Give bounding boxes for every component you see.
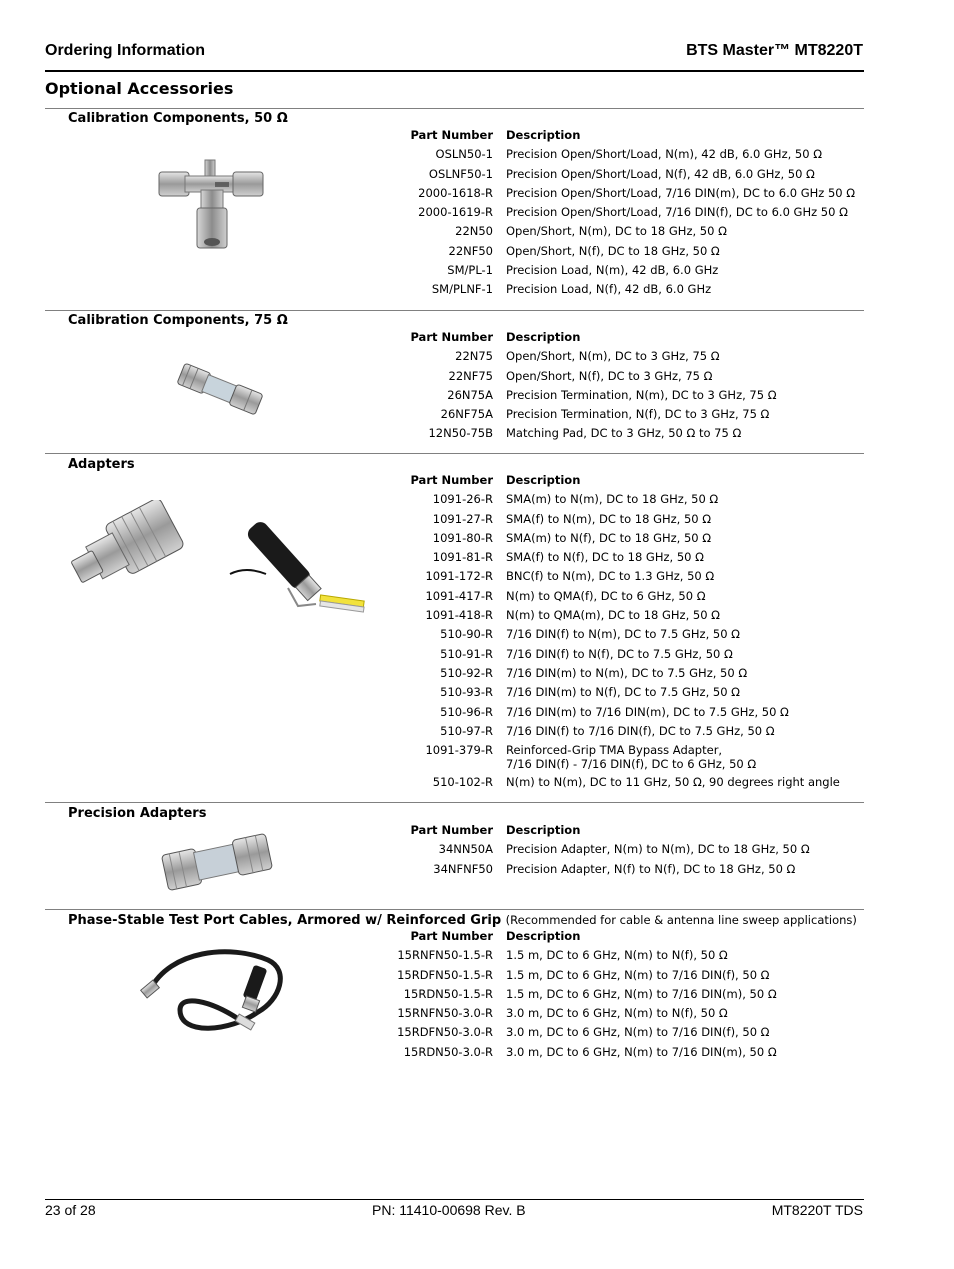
part-description: Precision Open/Short/Load, N(m), 42 dB, 6.0 GHz, 50 Ω bbox=[506, 147, 822, 162]
table-row bbox=[380, 426, 864, 445]
part-description: 7/16 DIN(f) to N(m), DC to 7.5 GHz, 50 Ω bbox=[506, 627, 740, 642]
table-row bbox=[380, 775, 864, 794]
table-row bbox=[380, 608, 864, 627]
part-description: Precision Adapter, N(f) to N(f), DC to 18 GHz, 50 Ω bbox=[506, 861, 796, 876]
table-header-row bbox=[380, 330, 864, 349]
table-row bbox=[380, 205, 864, 224]
footer-page-number: 23 of 28 bbox=[45, 1202, 96, 1218]
table-row bbox=[380, 512, 864, 531]
part-number: 510-93-R bbox=[440, 685, 493, 700]
table-row bbox=[380, 968, 864, 987]
part-description: 7/16 DIN(f) to 7/16 DIN(f), DC to 7.5 GHz, 50 Ω bbox=[506, 723, 775, 738]
part-description: Precision Load, N(f), 42 dB, 6.0 GHz bbox=[506, 282, 712, 297]
table-row bbox=[380, 369, 864, 388]
part-number: 22NF50 bbox=[448, 243, 493, 258]
part-description: Matching Pad, DC to 3 GHz, 50 Ω to 75 Ω bbox=[506, 426, 742, 441]
parts-table-cal-75 bbox=[380, 330, 864, 446]
part-number: 26N75A bbox=[447, 387, 493, 402]
part-description: Open/Short, N(m), DC to 18 GHz, 50 Ω bbox=[506, 224, 727, 239]
part-number-header: Part Number bbox=[410, 128, 493, 142]
part-description: SMA(f) to N(m), DC to 18 GHz, 50 Ω bbox=[506, 511, 712, 526]
table-row bbox=[380, 685, 864, 704]
part-description: 3.0 m, DC to 6 GHz, N(m) to 7/16 DIN(f), 50 Ω bbox=[506, 1025, 770, 1040]
part-description: 3.0 m, DC to 6 GHz, N(m) to N(f), 50 Ω bbox=[506, 1006, 728, 1021]
part-number: SM/PL-1 bbox=[447, 263, 493, 278]
table-row bbox=[380, 1025, 864, 1044]
header-rule bbox=[45, 70, 864, 72]
part-number: 1091-27-R bbox=[432, 511, 493, 526]
table-row bbox=[380, 724, 864, 743]
part-description: 7/16 DIN(m) to 7/16 DIN(m), DC to 7.5 GHz, 50 Ω bbox=[506, 704, 789, 719]
part-number-header: Part Number bbox=[410, 330, 493, 344]
description-header: Description bbox=[506, 929, 581, 943]
table-row bbox=[380, 743, 864, 775]
precision-adapter-image bbox=[160, 830, 274, 894]
part-number: 26NF75A bbox=[440, 407, 493, 422]
part-description: Open/Short, N(m), DC to 3 GHz, 75 Ω bbox=[506, 349, 720, 364]
sma-to-n-adapter-image bbox=[66, 500, 188, 592]
table-row bbox=[380, 1006, 864, 1025]
section-divider bbox=[45, 310, 864, 311]
table-row bbox=[380, 589, 864, 608]
section-title-precision-adapters: Precision Adapters bbox=[68, 806, 207, 821]
table-row bbox=[380, 492, 864, 511]
part-description: N(m) to QMA(f), DC to 6 GHz, 50 Ω bbox=[506, 588, 706, 603]
part-number: 15RDN50-1.5-R bbox=[403, 986, 493, 1001]
part-number: 2000-1618-R bbox=[418, 185, 493, 200]
description-header: Description bbox=[506, 330, 581, 344]
table-header-row bbox=[380, 128, 864, 147]
table-row bbox=[380, 167, 864, 186]
part-description: Precision Open/Short/Load, N(f), 42 dB, 6.0 GHz, 50 Ω bbox=[506, 166, 815, 181]
part-number: 15RNFN50-3.0-R bbox=[397, 1006, 493, 1021]
part-number: 1091-81-R bbox=[432, 550, 493, 565]
section-title-adapters: Adapters bbox=[68, 457, 135, 472]
part-number: 22N75 bbox=[455, 349, 493, 364]
section-title-cal-50: Calibration Components, 50 Ω bbox=[68, 111, 288, 126]
header-section-title: Ordering Information bbox=[45, 42, 205, 59]
cable-section-name: Phase-Stable Test Port Cables, Armored w/ Reinforced Grip bbox=[68, 913, 502, 928]
table-header-row bbox=[380, 823, 864, 842]
table-row bbox=[380, 186, 864, 205]
table-row bbox=[380, 627, 864, 646]
table-row bbox=[380, 987, 864, 1006]
part-number: 15RDFN50-3.0-R bbox=[397, 1025, 493, 1040]
part-description: 7/16 DIN(m) to N(m), DC to 7.5 GHz, 50 Ω bbox=[506, 665, 748, 680]
table-row bbox=[380, 224, 864, 243]
part-number-header: Part Number bbox=[410, 473, 493, 487]
table-row bbox=[380, 842, 864, 861]
part-description: 7/16 DIN(f) to N(f), DC to 7.5 GHz, 50 Ω bbox=[506, 646, 733, 661]
header-product-name: BTS Master™ MT8220T bbox=[686, 42, 863, 59]
table-row bbox=[380, 388, 864, 407]
part-description: SMA(m) to N(m), DC to 18 GHz, 50 Ω bbox=[506, 492, 719, 507]
part-number-header: Part Number bbox=[410, 823, 493, 837]
part-description: Reinforced-Grip TMA Bypass Adapter, 7/16 DIN(f) - 7/16 DIN(f), DC to 6 GHz, 50 Ω bbox=[506, 743, 757, 772]
part-number: 1091-172-R bbox=[425, 569, 493, 584]
part-number: 510-91-R bbox=[440, 646, 493, 661]
page-title: Optional Accessories bbox=[45, 79, 234, 98]
part-number: 34NFNF50 bbox=[433, 861, 493, 876]
tma-bypass-adapter-image bbox=[226, 516, 368, 616]
part-number: 15RNFN50-1.5-R bbox=[397, 948, 493, 963]
osl-calibration-tee-image bbox=[155, 158, 267, 252]
table-row bbox=[380, 1045, 864, 1064]
part-number: 510-96-R bbox=[440, 704, 493, 719]
parts-table-cal-50 bbox=[380, 128, 864, 302]
test-port-cable-image bbox=[140, 940, 300, 1046]
part-number: 510-92-R bbox=[440, 665, 493, 680]
section-title-cal-75: Calibration Components, 75 Ω bbox=[68, 313, 288, 328]
part-description: Precision Open/Short/Load, 7/16 DIN(m), DC to 6.0 GHz 50 Ω bbox=[506, 185, 856, 200]
part-description: SMA(m) to N(f), DC to 18 GHz, 50 Ω bbox=[506, 530, 712, 545]
parts-table-cables bbox=[380, 929, 864, 1064]
section-title-cables bbox=[68, 913, 857, 928]
section-divider bbox=[45, 909, 864, 910]
section-divider bbox=[45, 108, 864, 109]
part-number: 12N50-75B bbox=[428, 426, 493, 441]
table-row bbox=[380, 705, 864, 724]
parts-table-precision-adapters bbox=[380, 823, 864, 881]
section-divider bbox=[45, 802, 864, 803]
table-row bbox=[380, 263, 864, 282]
table-row bbox=[380, 550, 864, 569]
table-row bbox=[380, 862, 864, 881]
part-number: 510-90-R bbox=[440, 627, 493, 642]
table-row bbox=[380, 244, 864, 263]
table-row bbox=[380, 531, 864, 550]
part-description: Precision Adapter, N(m) to N(m), DC to 18 GHz, 50 Ω bbox=[506, 842, 810, 857]
part-number: 2000-1619-R bbox=[418, 205, 493, 220]
part-description: 1.5 m, DC to 6 GHz, N(m) to N(f), 50 Ω bbox=[506, 948, 728, 963]
part-number: 22N50 bbox=[455, 224, 493, 239]
table-row bbox=[380, 569, 864, 588]
part-description: Precision Termination, N(m), DC to 3 GHz, 75 Ω bbox=[506, 387, 777, 402]
part-description: Precision Load, N(m), 42 dB, 6.0 GHz bbox=[506, 263, 719, 278]
part-description: Precision Open/Short/Load, 7/16 DIN(f), DC to 6.0 GHz 50 Ω bbox=[506, 205, 848, 220]
part-number: 34NN50A bbox=[438, 842, 493, 857]
table-row bbox=[380, 282, 864, 301]
part-description: N(m) to QMA(m), DC to 18 GHz, 50 Ω bbox=[506, 608, 720, 623]
parts-table-adapters bbox=[380, 473, 864, 795]
part-description: Open/Short, N(f), DC to 18 GHz, 50 Ω bbox=[506, 243, 720, 258]
description-header: Description bbox=[506, 823, 581, 837]
description-header: Description bbox=[506, 128, 581, 142]
part-description: 7/16 DIN(m) to N(f), DC to 7.5 GHz, 50 Ω bbox=[506, 685, 740, 700]
part-number: 510-97-R bbox=[440, 723, 493, 738]
part-description: 3.0 m, DC to 6 GHz, N(m) to 7/16 DIN(m), 50 Ω bbox=[506, 1044, 777, 1059]
part-description: Precision Termination, N(f), DC to 3 GHz, 75 Ω bbox=[506, 407, 770, 422]
cable-section-note: (Recommended for cable & antenna line sweep applications) bbox=[505, 913, 857, 927]
section-divider bbox=[45, 453, 864, 454]
table-header-row bbox=[380, 929, 864, 948]
table-row bbox=[380, 407, 864, 426]
part-number: 15RDN50-3.0-R bbox=[403, 1044, 493, 1059]
part-description: SMA(f) to N(f), DC to 18 GHz, 50 Ω bbox=[506, 550, 704, 565]
part-description: N(m) to N(m), DC to 11 GHz, 50 Ω, 90 degrees right angle bbox=[506, 775, 840, 790]
part-number: 1091-379-R bbox=[425, 743, 493, 758]
footer-rule bbox=[45, 1199, 864, 1200]
part-description: 1.5 m, DC to 6 GHz, N(m) to 7/16 DIN(f), 50 Ω bbox=[506, 967, 770, 982]
part-number: 510-102-R bbox=[432, 775, 493, 790]
table-row bbox=[380, 349, 864, 368]
part-number: 22NF75 bbox=[448, 368, 493, 383]
table-row bbox=[380, 666, 864, 685]
table-header-row bbox=[380, 473, 864, 492]
part-number-header: Part Number bbox=[410, 929, 493, 943]
open-short-75-image bbox=[170, 356, 270, 422]
part-number: 1091-26-R bbox=[432, 492, 493, 507]
part-description: 1.5 m, DC to 6 GHz, N(m) to 7/16 DIN(m), 50 Ω bbox=[506, 986, 777, 1001]
part-number: 1091-417-R bbox=[425, 588, 493, 603]
table-row bbox=[380, 647, 864, 666]
part-number: SM/PLNF-1 bbox=[431, 282, 493, 297]
part-description: BNC(f) to N(m), DC to 1.3 GHz, 50 Ω bbox=[506, 569, 715, 584]
part-number: 1091-80-R bbox=[432, 530, 493, 545]
table-row bbox=[380, 147, 864, 166]
part-description: Open/Short, N(f), DC to 3 GHz, 75 Ω bbox=[506, 368, 713, 383]
part-number: OSLNF50-1 bbox=[428, 166, 493, 181]
table-row bbox=[380, 948, 864, 967]
footer-part-number: PN: 11410-00698 Rev. B bbox=[372, 1202, 526, 1218]
description-header: Description bbox=[506, 473, 581, 487]
part-number: 1091-418-R bbox=[425, 608, 493, 623]
part-number: OSLN50-1 bbox=[435, 147, 493, 162]
footer-document-name: MT8220T TDS bbox=[771, 1202, 863, 1218]
part-number: 15RDFN50-1.5-R bbox=[397, 967, 493, 982]
